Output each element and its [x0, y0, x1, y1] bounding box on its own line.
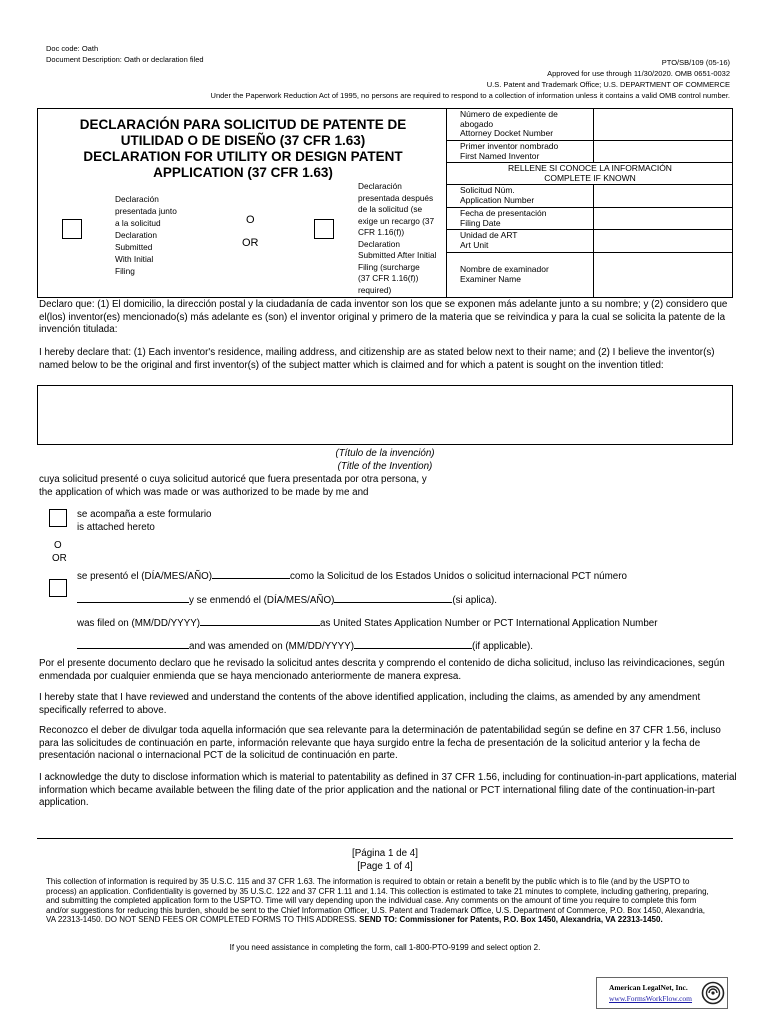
application-number-label [460, 186, 534, 205]
send-to-address: SEND TO: Commissioner for Patents, P.O. Box 1450, Alexandria, VA 22313-1450. [359, 915, 663, 925]
form-title [38, 117, 448, 181]
omb-approval: Approved for use through 11/30/2020. OMB 0651-0032 [547, 69, 730, 78]
first-inventor-field[interactable] [595, 142, 731, 161]
burden-statement [46, 877, 714, 925]
attached-en: is attached hereto [77, 521, 155, 533]
title-en-line-1: DECLARATION FOR UTILITY OR DESIGN PATENT [83, 149, 403, 164]
first-inventor-label [460, 142, 558, 161]
art-unit-line: Unidad de ART [460, 230, 518, 240]
burden-text: This collection of information is required by 35 U.S.C. 115 and 37 CFR 1.63. The information is required to obtain or retain a benefit by the public which is to file (and by the USPTO to process) an application. Confidentiality is governed by 35 U.S.C. 122 and 37 CFR 1.11 and 1.14. This collection is estimated to take 21 minutes to complete, including gathering, preparing, and submitting the completed application form to the USPTO. Time will vary depending upon the individual case. Any comments on the amount of time you require to complete this form and/or suggestions for reducing this burden, should be sent to the Chief Information Officer, U.S. Patent and Trademark Office, U.S. Department of Commerce, P.O. Box 1450, Alexandria, VA 22313-1450. DO NOT SEND FEES OR COMPLETED FORMS TO THIS ADDRESS. [46, 877, 709, 925]
option2-line: CFR 1.16(f)) [358, 227, 405, 237]
title-caption-es: (Título de la invención) [335, 448, 435, 459]
title-block [37, 108, 447, 298]
filed-line-en [77, 615, 658, 631]
option2-line: (37 CFR 1.16(f)) [358, 273, 419, 283]
option1-line: Declaration [115, 230, 157, 240]
filed-line-es [77, 568, 627, 584]
title-es-line-1: DECLARACIÓN PARA SOLICITUD DE PATENTE DE [79, 117, 407, 132]
amended-es-label: y se enmendó el (DÍA/MES/AÑO) [189, 595, 335, 606]
option1-line: With Initial [115, 254, 154, 264]
attached-hereto-label [77, 509, 212, 534]
filing-date-field[interactable] [595, 209, 731, 228]
filed-es-label: se presentó el (DÍA/MES/AÑO) [77, 571, 213, 582]
footer-divider [37, 838, 733, 839]
first-inventor-line: Primer inventor nombrado [460, 141, 559, 151]
option-after-filing-label [358, 181, 446, 297]
vendor-logo-icon [701, 981, 725, 1005]
or-separator-en: OR [52, 552, 67, 564]
page-indicator [0, 848, 770, 873]
option1-line: presentada junto [115, 206, 177, 216]
application-text [39, 474, 427, 499]
option1-line: Declaración [115, 194, 159, 204]
filed-date-es-field[interactable] [212, 568, 290, 579]
complete-if-known-es: RELLENE SI CONOCE LA INFORMACIÓN [508, 163, 672, 173]
doc-code: Doc code: Oath [46, 44, 99, 53]
option2-line: Declaración [358, 181, 402, 191]
title-caption [37, 448, 733, 473]
declaration-text-en: I hereby declare that: (1) Each inventor's residence, mailing address, and citizenship are as stated below next to their name; and (2) I believe the inventor(s) named below to be the original and first inventor(s) of the subject matter which is claimed and for which a patent is sought on the invention titled: [39, 347, 715, 371]
examiner-name-line: Nombre de examinador [460, 264, 549, 274]
amended-date-es-field[interactable] [334, 592, 452, 603]
amended-line-en [77, 638, 533, 654]
complete-if-known-en: COMPLETE IF KNOWN [544, 172, 636, 183]
examiner-name-field[interactable] [595, 254, 731, 297]
application-number-line: Solicitud Núm. [460, 185, 515, 195]
application-number-line: Application Number [460, 194, 535, 205]
review-statement-en: I hereby state that I have reviewed and understand the contents of the above identified application, including the claims, as amended by any amendment specifically referred to above. [39, 692, 701, 716]
paperwork-notice: Under the Paperwork Reduction Act of 1995, no persons are required to respond to a collection of information unless it contains a valid OMB control number. [210, 91, 730, 100]
previously-filed-checkbox[interactable] [49, 579, 67, 597]
title-caption-en: (Title of the Invention) [337, 460, 433, 472]
or-es: O [246, 214, 255, 226]
application-text-es: cuya solicitud presenté o cuya solicitud autoricé que fuera presentada por otra persona, y [39, 474, 427, 485]
vendor-stamp [596, 977, 728, 1009]
option2-line: de la solicitud (se [358, 204, 423, 214]
examiner-name-label [460, 265, 549, 284]
filed-es-label-2: como la Solicitud de los Estados Unidos o solicitud internacional PCT número [290, 571, 627, 582]
initial-filing-checkbox[interactable] [62, 219, 82, 239]
filed-date-en-field[interactable] [200, 615, 320, 626]
option1-line: a la solicitud [115, 218, 161, 228]
filed-en-label: was filed on (MM/DD/YYYY) [77, 618, 201, 629]
application-number-en-field[interactable] [77, 638, 189, 649]
art-unit-field[interactable] [595, 231, 731, 251]
attorney-docket-line: abogado [460, 118, 494, 129]
vendor-link[interactable]: www.FormsWorkFlow.com [609, 994, 693, 1003]
agency-name: U.S. Patent and Trademark Office; U.S. DEPARTMENT OF COMMERCE [486, 80, 730, 89]
option2-line: presentada después [358, 192, 434, 203]
filing-date-line: Fecha de presentación [460, 208, 547, 218]
assistance-line: If you need assistance in completing the form, call 1-800-PTO-9199 and select option 2. [229, 943, 541, 952]
application-text-en: the application of which was made or was authorized to be made by me and [39, 486, 369, 498]
examiner-name-line: Examiner Name [460, 273, 521, 284]
amended-date-en-field[interactable] [354, 638, 472, 649]
duty-statement-es: Reconozco el deber de divulgar toda aquella información que sea relevante para la determinación de patentabilidad según se define en 37 CFR 1.56, incluso para las solicitudes de continuación en parte, información relevante que haya surgido entre la fecha de presentación de la solicitud anterior y la fecha de presentación nacional o internacional PCT de la solicitud de continuación en parte. [39, 725, 721, 761]
amended-es-label-2: (si aplica). [452, 595, 498, 606]
option2-line: required) [358, 284, 392, 295]
review-statement-es: Por el presente documento declaro que he revisado la solicitud antes descrita y comprendo el contenido de dicha solicitud, incluso las reivindicaciones, según enmendada por cualquier enmienda que se haya mencionado anteriormente de manera expresa. [39, 658, 725, 682]
art-unit-line: Art Unit [460, 239, 489, 250]
complete-if-known-heading [447, 164, 733, 183]
vendor-name: American LegalNet, Inc. [609, 983, 688, 992]
or-separator-es: O [54, 540, 62, 551]
attorney-docket-label [460, 110, 558, 139]
option1-line: Submitted [115, 242, 153, 252]
option2-line: Submitted After Initial [358, 250, 437, 260]
application-number-es-field[interactable] [77, 592, 189, 603]
or-en: OR [242, 237, 259, 249]
amended-en-label-2: (if applicable). [471, 641, 533, 652]
attorney-docket-line: Número de expediente de [460, 109, 558, 119]
attorney-docket-field[interactable] [595, 110, 731, 139]
amended-line-es [77, 592, 497, 608]
filing-date-line: Filing Date [460, 217, 501, 228]
invention-title-input[interactable] [37, 385, 733, 445]
declaration-text-es: Declaro que: (1) El domicilio, la dirección postal y la ciudadanía de cada inventor son los que se exponen más adelante junto a su nombre; y (2) considero que el(los) inventor(es) mencionado(s) más adelante es (son) el inventor original y primero de la materia que se reivindica y para la cual se solicita la patente de la invención titulada: [39, 299, 728, 335]
filed-en-label-2: as United States Application Number or PCT International Application Number [320, 618, 658, 629]
after-filing-checkbox[interactable] [314, 219, 334, 239]
or-separator [52, 540, 67, 565]
doc-description: Document Description: Oath or declaration filed [46, 55, 204, 64]
attached-hereto-checkbox[interactable] [49, 509, 67, 527]
attached-es: se acompaña a este formulario [77, 509, 212, 520]
attorney-docket-line: Attorney Docket Number [460, 128, 554, 138]
form-number: PTO/SB/109 (05-16) [661, 58, 730, 67]
filing-date-label [460, 209, 546, 228]
title-es-line-2: UTILIDAD O DE DISEÑO (37 CFR 1.63) [120, 133, 366, 148]
art-unit-label [460, 231, 518, 250]
page-indicator-es: [Página 1 de 4] [352, 848, 418, 859]
title-en-line-2: APPLICATION (37 CFR 1.63) [153, 165, 333, 180]
amended-en-label: and was amended on (MM/DD/YYYY) [189, 641, 354, 652]
application-info-table [447, 108, 733, 298]
option1-line: Filing [115, 266, 135, 276]
option2-line: Declaration [358, 238, 400, 249]
first-inventor-line: First Named Inventor [460, 150, 540, 161]
option2-line: Filing (surcharge [358, 261, 420, 272]
option-initial-filing-label [115, 193, 177, 277]
page-indicator-en: [Page 1 of 4] [357, 860, 413, 872]
duty-statement-en: I acknowledge the duty to disclose information which is material to patentability as defined in 37 CFR 1.56, including for continuation-in-part applications, material information which became available between the filing date of the prior application and the national or PCT international filing date of the continuation-in-part application. [39, 772, 737, 808]
option2-line: exige un recargo (37 [358, 215, 435, 226]
application-number-field[interactable] [595, 186, 731, 206]
